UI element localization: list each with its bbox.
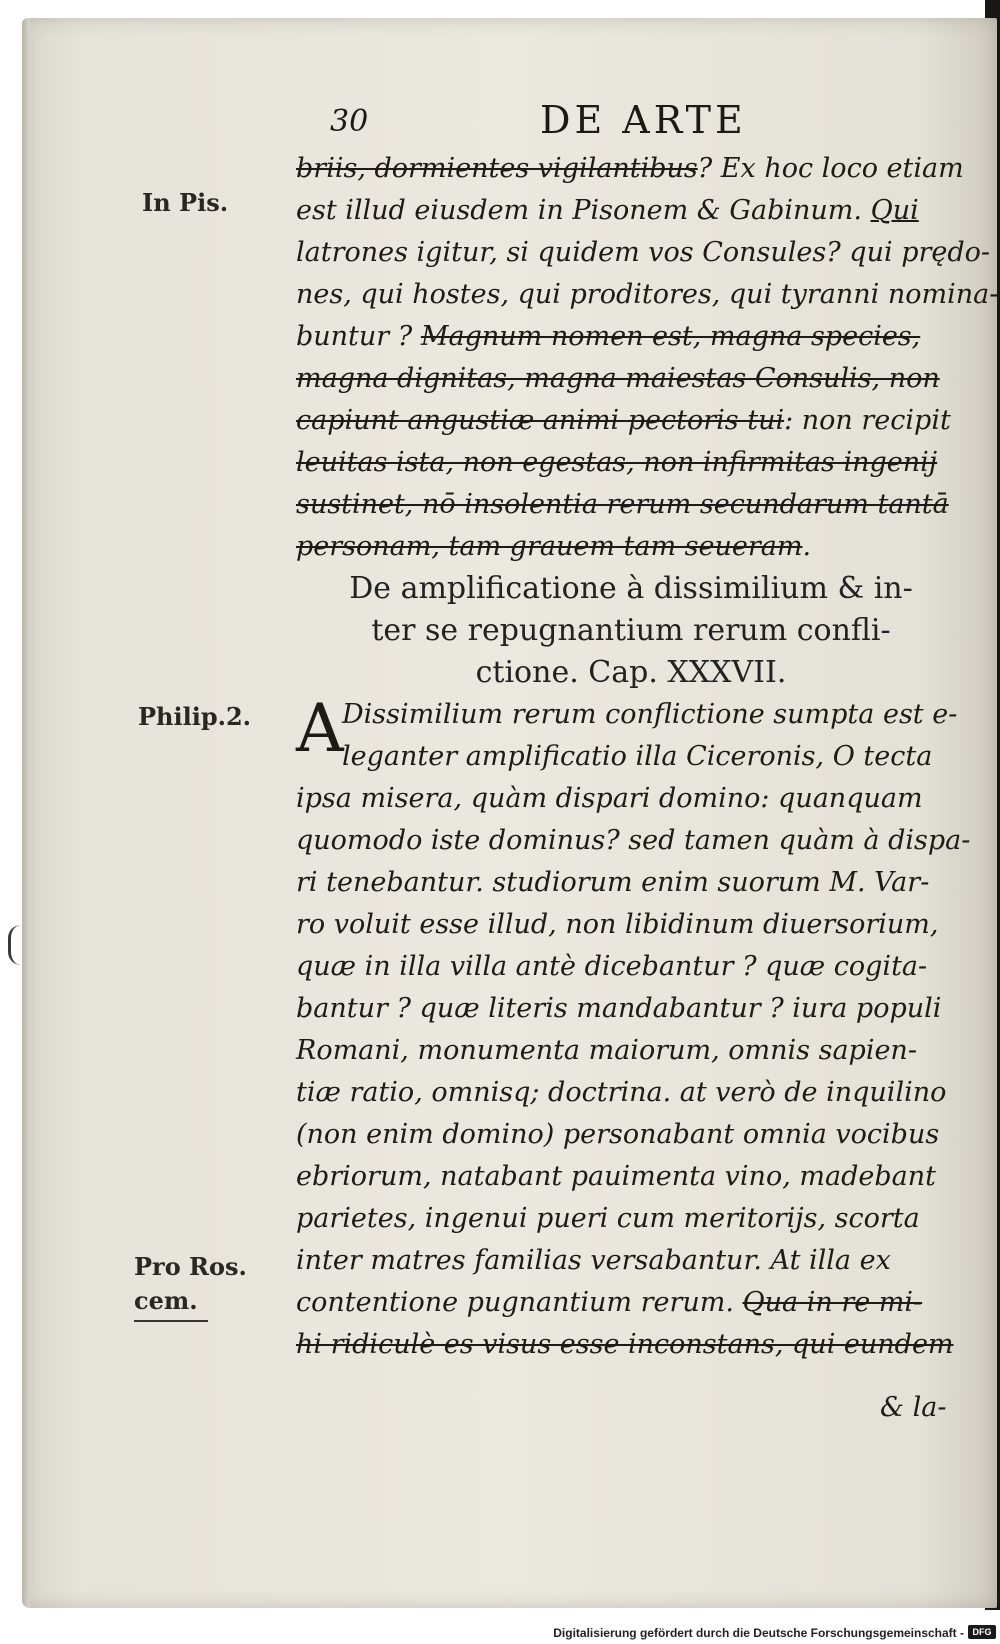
line-text: . <box>802 531 812 562</box>
underlined-text: Qui <box>870 195 919 226</box>
line-text: latrones igitur, si quidem vos Consules? qui prędo- <box>296 237 991 268</box>
line-text: Dissimilium rerum conflictione sumpta est e- <box>342 699 958 730</box>
text-line <box>296 694 966 736</box>
text-line <box>296 232 991 274</box>
running-head <box>330 98 810 144</box>
struck-text: personam, tam grauem tam seueram <box>296 531 803 562</box>
chapter-heading-line-1: De amplificatione à dissimilium & in- <box>349 571 913 606</box>
text-line <box>296 820 971 862</box>
struck-text: Magnum nomen est, magna species, <box>420 321 921 352</box>
margin-note-philip: Philip.2. <box>138 702 252 731</box>
footer-credit: Digitalisierung gefördert durch die Deutsche Forschungsgemeinschaft - <box>553 1626 964 1640</box>
text-line <box>296 1072 966 1114</box>
line-text: inter matres familias versabantur. At illa ex <box>296 1245 891 1276</box>
footer-bar <box>0 1622 1000 1644</box>
margin-note-pro-ros-line2: cem. <box>134 1286 198 1315</box>
struck-text: leuitas ista, non egestas, non infirmitas ingenij <box>296 447 938 478</box>
line-text: contentione pugnantium rerum. <box>296 1287 743 1318</box>
text-line <box>296 190 966 232</box>
line-text: est illud eiusdem in Pisonem & Gabinum. <box>296 195 871 226</box>
text-line <box>296 148 966 190</box>
margin-note-underline <box>134 1320 208 1322</box>
text-block-upper <box>296 148 999 568</box>
line-text: ebriorum, natabant pauimenta vino, madebant <box>296 1161 936 1192</box>
text-line <box>296 274 999 316</box>
text-line <box>296 526 966 568</box>
line-text: Romani, monumenta maiorum, omnis sapien- <box>296 1035 917 1066</box>
text-line <box>296 400 966 442</box>
chapter-heading <box>296 568 966 694</box>
line-text: quæ in illa villa antè dicebantur ? quæ cogita- <box>296 951 928 982</box>
struck-text: Qua in re mi- <box>742 1287 923 1318</box>
chapter-heading-line-2: ter se repugnantium rerum confli- <box>371 613 891 648</box>
text-line <box>296 1240 966 1282</box>
line-text: bantur ? quæ literis mandabantur ? iura populi <box>296 993 942 1024</box>
page-spine <box>22 18 30 1608</box>
text-line <box>296 1324 966 1366</box>
line-text: ri tenebantur. studiorum enim suorum M. Var- <box>296 867 930 898</box>
line-text: buntur ? <box>296 321 421 352</box>
text-line <box>296 1114 966 1156</box>
text-line <box>296 988 966 1030</box>
line-text: quomodo iste dominus? sed tamen quàm à dispa- <box>296 825 971 856</box>
running-head-title: DE ARTE <box>540 98 747 142</box>
text-line <box>296 484 966 526</box>
margin-note-pro-ros-line1: Pro Ros. <box>134 1252 247 1281</box>
line-text: parietes, ingenui pueri cum meritorijs, scorta <box>296 1203 920 1234</box>
dfg-logo: DFG <box>968 1625 996 1639</box>
text-line <box>296 778 966 820</box>
drop-cap: A <box>296 690 344 767</box>
margin-note-pro-ros <box>134 1250 247 1322</box>
chapter-heading-line-3: ctione. Cap. XXXVII. <box>475 655 787 690</box>
struck-text: sustinet, nō insolentia rerum secundarum tantā <box>296 489 949 520</box>
text-line <box>296 862 966 904</box>
struck-text: briis, dormientes vigilantibus <box>296 153 698 184</box>
text-line <box>296 1282 966 1324</box>
line-text: ipsa misera, quàm dispari domino: quanquam <box>296 783 923 814</box>
line-text: leganter amplificatio illa Ciceronis, O tecta <box>342 741 933 772</box>
line-text: nes, qui hostes, qui proditores, qui tyranni nomina- <box>296 279 999 310</box>
text-line <box>296 946 966 988</box>
line-text: : non recipit <box>784 405 951 436</box>
left-edge-mark <box>8 925 21 965</box>
page-number: 30 <box>330 104 369 139</box>
text-line <box>296 1030 966 1072</box>
text-block-lower <box>296 690 971 1366</box>
text-line <box>296 316 966 358</box>
struck-text: capiunt angustiæ animi pectoris tui <box>296 405 785 436</box>
text-line <box>296 1198 966 1240</box>
struck-text: magna dignitas, magna maiestas Consulis, non <box>296 363 940 394</box>
text-line <box>296 442 966 484</box>
line-text: tiæ ratio, omnisq; doctrina. at verò de inquilino <box>296 1077 947 1108</box>
line-text: ro voluit esse illud, non libidinum diuersorium, <box>296 909 939 940</box>
text-line <box>296 358 966 400</box>
line-text: ? Ex hoc loco etiam <box>697 153 964 184</box>
struck-text: hi ridiculè es visus esse inconstans, qui eundem <box>296 1329 954 1360</box>
catchword: & la- <box>880 1392 947 1423</box>
text-line <box>296 1156 966 1198</box>
line-text: (non enim domino) personabant omnia vocibus <box>296 1119 940 1150</box>
margin-note-in-pis: In Pis. <box>142 188 229 217</box>
text-line <box>296 904 966 946</box>
text-line <box>296 736 966 778</box>
